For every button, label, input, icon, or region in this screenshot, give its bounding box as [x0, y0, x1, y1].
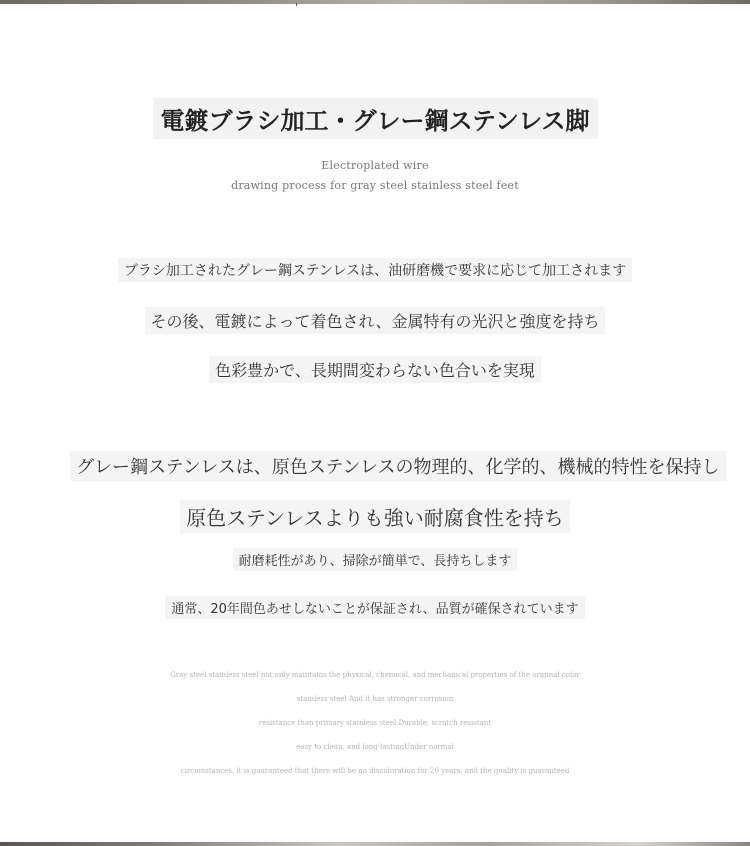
- section1-line-3-text: 色彩豊かで、長期間変わらない色合いを実現: [209, 356, 541, 383]
- english-line-4: easy to clean, and long-lastingUnder normal: [296, 743, 454, 751]
- section2-line-4-text: 通常、20年間色あせしないことが保証され、品質が確保されています: [165, 596, 584, 619]
- section2-line-1: [70, 451, 750, 481]
- english-line-5: circumstances, it is guaranteed that there will be no discoloration for 20 years, and the quality is guaranteed: [180, 767, 570, 775]
- subtitle-line-2: drawing process for gray steel stainless steel feet: [231, 179, 519, 192]
- edge-mark: [296, 3, 297, 6]
- section2-line-3: [0, 548, 750, 571]
- section1-line-1-text: ブラシ加工されたグレー鋼ステンレスは、油研磨機で要求に応じて加工されます: [118, 258, 632, 282]
- section2-line-2-text: 原色ステンレスよりも強い耐腐食性を持ち: [180, 500, 570, 533]
- section2-line-2: [0, 500, 750, 533]
- english-line-1: Gray steel stainless steel not only maintains the physical, chemical, and mechanical properties of the original color: [170, 671, 580, 679]
- section1-line-3: [0, 356, 750, 383]
- english-line-3: resistance than primary stainless steel Durable, scratch resistant: [258, 719, 492, 727]
- subtitle-line-1: Electroplated wire: [321, 159, 429, 172]
- page-title-text: 電鍍ブラシ加工・グレー鋼ステンレス脚: [153, 98, 598, 139]
- section1-line-2-text: その後、電鍍によって着色され、金属特有の光沢と強度を持ち: [145, 307, 606, 334]
- section2-line-4: [0, 596, 750, 619]
- english-line-2: stainless steel And it has stronger corrosion: [296, 695, 454, 703]
- section2-line-3-text: 耐磨耗性があり、掃除が簡単で、長持ちします: [233, 548, 518, 571]
- bottom-photo-edge: [0, 842, 750, 846]
- page-title: [0, 98, 750, 139]
- section2-line-1-text: グレー鋼ステンレスは、原色ステンレスの物理的、化学的、機械的特性を保持し: [70, 451, 726, 481]
- section1-line-1: [0, 258, 750, 282]
- top-photo-edge: [0, 0, 750, 4]
- section1-line-2: [0, 307, 750, 334]
